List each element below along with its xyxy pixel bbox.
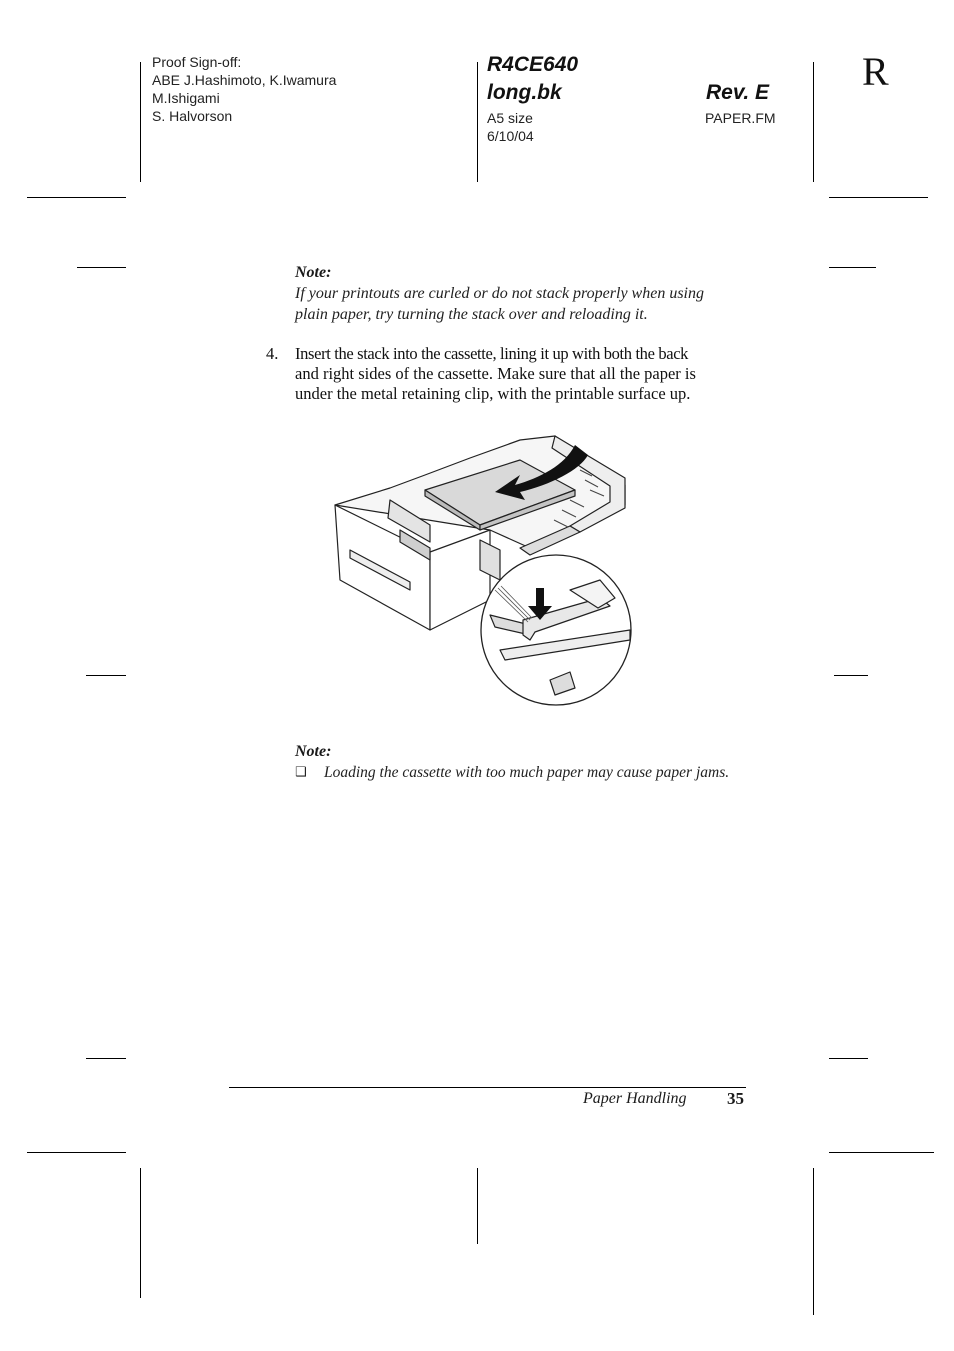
proof-line: M.Ishigami: [152, 90, 220, 106]
header-date: 6/10/04: [487, 128, 534, 144]
doc-file: long.bk: [487, 81, 562, 104]
crop-line: [477, 1168, 478, 1244]
crop-line: [27, 1152, 126, 1153]
crop-line: [834, 675, 868, 676]
step-number: 4.: [266, 344, 279, 363]
step-line: Insert the stack into the cassette, lining it up with both the back: [295, 344, 689, 363]
crop-line: [813, 1168, 814, 1315]
crop-line: [86, 675, 126, 676]
crop-line: [27, 197, 126, 198]
corner-mark: R: [862, 49, 889, 94]
note-label: Note:: [295, 743, 332, 760]
crop-line: [140, 62, 141, 182]
note-text: If your printouts are curled or do not stack properly when using: [295, 285, 704, 302]
crop-line: [813, 62, 814, 182]
note-label: Note:: [295, 264, 332, 281]
footer-rule: [229, 1087, 746, 1088]
crop-line: [829, 1058, 868, 1059]
crop-line: [86, 1058, 126, 1059]
crop-line: [477, 62, 478, 182]
page-number: 35: [727, 1089, 744, 1108]
proof-signoff: [152, 53, 336, 125]
doc-code: R4CE640: [487, 53, 579, 76]
step-line: and right sides of the cassette. Make sure that all the paper is: [295, 364, 696, 383]
note-item: Loading the cassette with too much paper may cause paper jams.: [324, 764, 730, 781]
crop-line: [140, 1168, 141, 1298]
proof-line: ABE J.Hashimoto, K.Iwamura: [152, 72, 337, 88]
cassette-illustration: [330, 430, 640, 712]
note-text: plain paper, try turning the stack over and reloading it.: [295, 306, 648, 323]
crop-line: [829, 1152, 934, 1153]
revision: Rev. E: [706, 81, 770, 104]
checkbox-bullet-icon: ❑: [295, 765, 307, 780]
crop-line: [829, 197, 928, 198]
crop-line: [77, 267, 126, 268]
fm-file: PAPER.FM: [705, 110, 776, 126]
footer-section: Paper Handling: [583, 1090, 687, 1107]
step-line: under the metal retaining clip, with the printable surface up.: [295, 384, 691, 403]
proof-line: Proof Sign-off:: [152, 54, 242, 70]
crop-line: [829, 267, 876, 268]
proof-line: S. Halvorson: [152, 108, 233, 124]
paper-size: A5 size: [487, 110, 533, 126]
